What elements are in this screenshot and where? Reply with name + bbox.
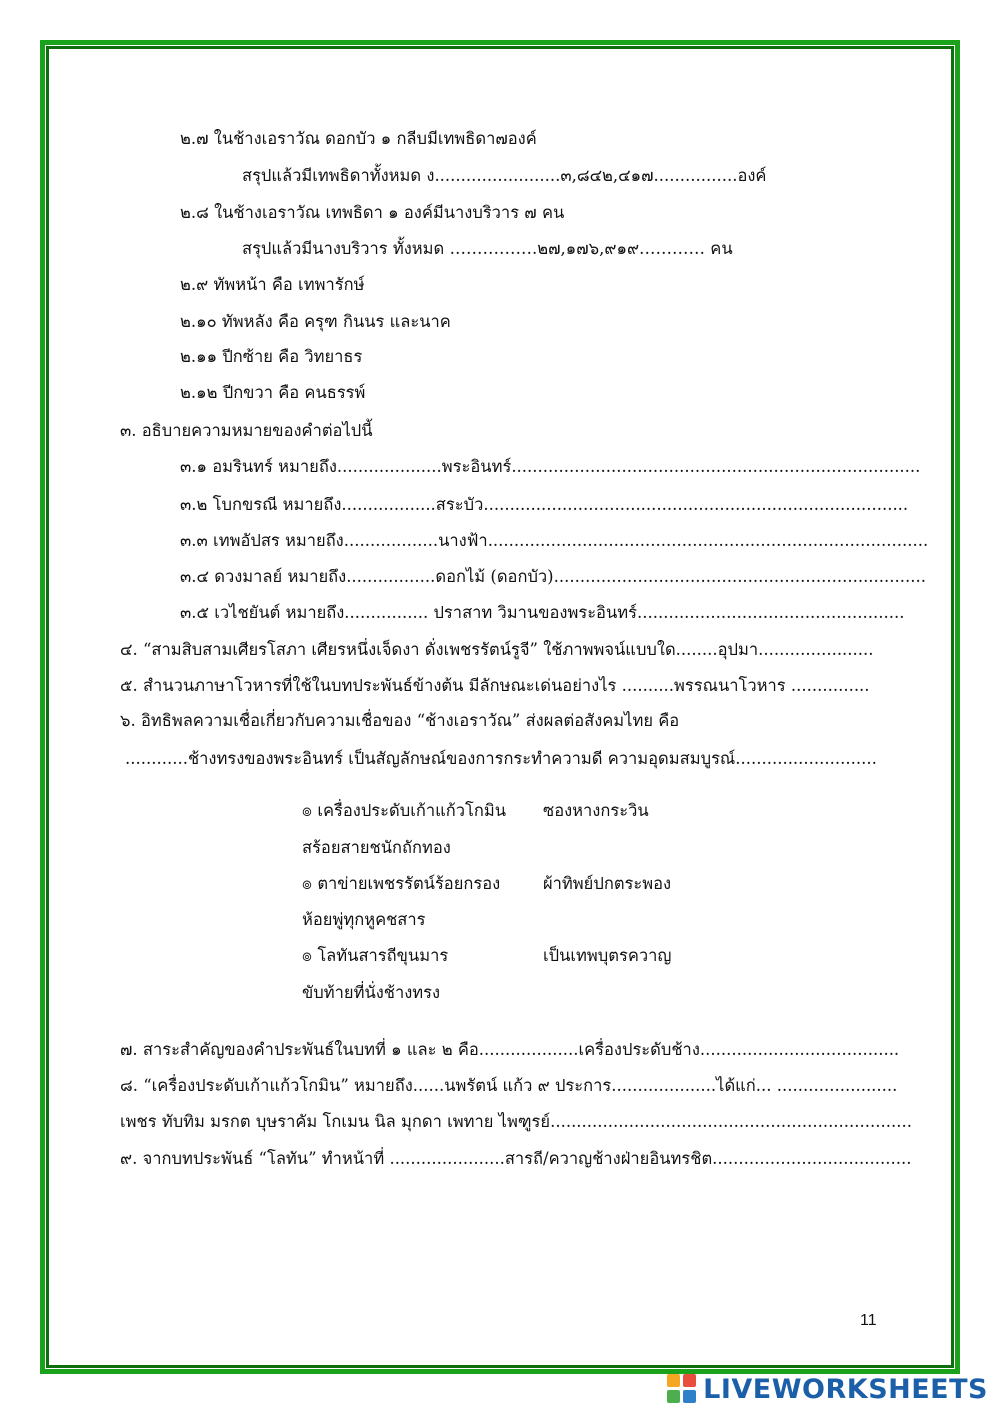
liveworksheets-logo [667, 1372, 988, 1406]
item-2-12: ๒.๑๒ ปีกขวา คือ คนธรรพ์ [180, 383, 366, 402]
page-number: 11 [860, 1312, 877, 1329]
item-3-2: ๓.๒ โบกขรณี หมายถึง..................สระบัว................................................................................. [180, 495, 909, 514]
item-3-5: ๓.๕ เวไชยันต์ หมายถึง................ ปราสาท วิมานของพระอินทร์................................................... [180, 603, 905, 622]
question-8: ๘. “เครื่องประดับเก้าแก้วโกมิน” หมายถึง......นพรัตน์ แก้ว ๙ ประการ....................ได้แก่... ....................... [120, 1076, 898, 1095]
answer-8: เพชร ทับทิม มรกต บุษราคัม โกเมน นิล มุกดา เพทาย ไพฑูรย์..................................................................... [120, 1112, 912, 1131]
answer-2-7: สรุปแล้วมีเทพธิดาทั้งหมด ง........................๓,๘๔๒,๔๑๗................องค์ [242, 166, 767, 185]
item-2-9: ๒.๙ ทัพหน้า คือ เทพารักษ์ [180, 275, 365, 294]
poem-line: ห้อยพู่ทุกหูคชสาร [302, 910, 426, 929]
item-2-7: ๒.๗ ในช้างเอราวัณ ดอกบัว ๑ กลีบมีเทพธิดา๗องค์ [180, 129, 537, 148]
poem-line: ขับท้ายที่นั่งช้างทรง [302, 983, 441, 1002]
item-2-10: ๒.๑๐ ทัพหลัง คือ ครุฑ กินนร และนาค [180, 312, 451, 331]
question-5: ๕. สำนวนภาษาโวหารที่ใช้ในบทประพันธ์ข้างต้น มีลักษณะเด่นอย่างไร ..........พรรณนาโวหาร ............... [120, 676, 870, 695]
question-3: ๓. อธิบายความหมายของคำต่อไปนี้ [120, 421, 373, 440]
poem-line: เป็นเทพบุตรควาญ [543, 946, 672, 965]
liveworksheets-icon [667, 1374, 697, 1404]
item-3-1: ๓.๑ อมรินทร์ หมายถึง....................พระอินทร์.............................................................................. [180, 457, 921, 476]
answer-2-8: สรุปแล้วมีนางบริวาร ทั้งหมด …………….๒๗,๑๗๖,๙๑๙………… คน [242, 239, 733, 258]
poem-line: ๏ เครื่องประดับเก้าแก้วโกมิน [302, 801, 507, 820]
answer-6: ............ช้างทรงของพระอินทร์ เป็นสัญลักษณ์ของการกระทำความดี ความอุดมสมบูรณ์........................... [125, 749, 877, 768]
question-6: ๖. อิทธิพลความเชื่อเกี่ยวกับความเชื่อของ “ช้างเอราวัณ” ส่งผลต่อสังคมไทย คือ [120, 711, 680, 730]
poem-line: ผ้าทิพย์ปกตระพอง [543, 874, 672, 893]
poem-line: สร้อยสายชนักถักทอง [302, 838, 451, 857]
item-2-11: ๒.๑๑ ปีกซ้าย คือ วิทยาธร [180, 347, 363, 366]
poem-line: ๏ โลทันสารถีขุนมาร [302, 946, 449, 965]
question-4: ๔. “สามสิบสามเศียรโสภา เศียรหนึ่งเจ็ดงา ดั่งเพชรรัตน์รูจี” ใช้ภาพพจน์แบบใด........อุปมา...................... [120, 640, 874, 659]
question-9: ๙. จากบทประพันธ์ “โลทัน” ทำหน้าที่ ......................สารถี/ควาญช้างฝ่ายอินทรชิต...................................... [120, 1149, 912, 1168]
item-2-8: ๒.๘ ในช้างเอราวัณ เทพธิดา ๑ องค์มีนางบริวาร ๗ คน [180, 203, 565, 222]
poem-line: ซองหางกระวิน [543, 801, 649, 820]
brand-name: LIVEWORKSHEETS [703, 1373, 988, 1405]
item-3-3: ๓.๓ เทพอัปสร หมายถึง..................นางฟ้า.................................................................................... [180, 531, 929, 550]
item-3-4: ๓.๔ ดวงมาลย์ หมายถึง.................ดอกไม้ (ดอกบัว)....................................................................... [180, 567, 927, 586]
poem-line: ๏ ตาข่ายเพชรรัตน์ร้อยกรอง [302, 874, 501, 893]
question-7: ๗. สาระสำคัญของคำประพันธ์ในบทที่ ๑ และ ๒ คือ...................เครื่องประดับช้าง...................................... [120, 1040, 900, 1059]
